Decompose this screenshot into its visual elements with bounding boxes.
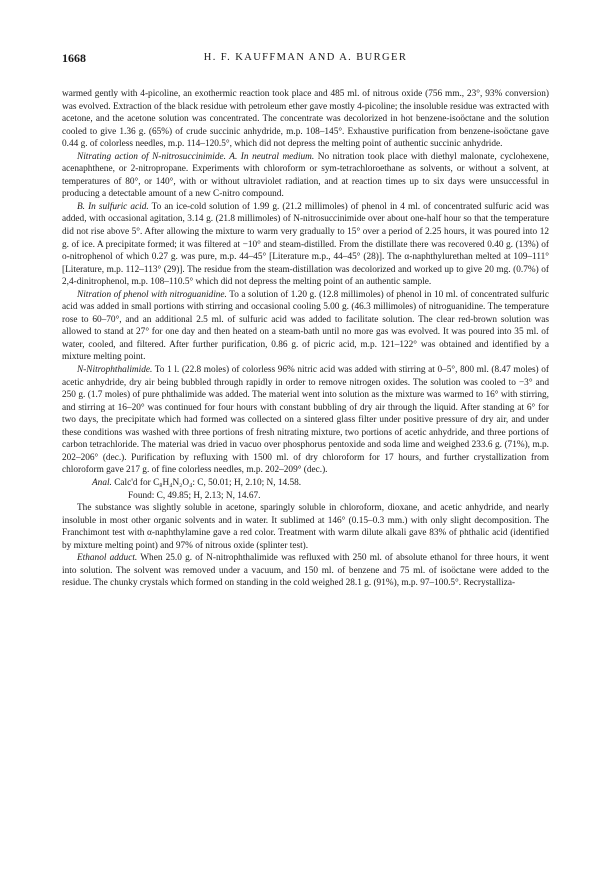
paragraph-text: To an ice-cold solution of 1.99 g. (21.2 millimoles) of phenol in 4 ml. of concentrated sulfuric acid was added, with occasional agitation, 3.14 g. (21.8 millimoles) of N-nitrosuccinimide over about one-half hour so that the temperature did not rise above 5°. After allowing the mixture to warm very gradually to 15° over a period of 2.25 hours, it was poured into 12 g. of ice. A precipitate formed; it was filtered at −10° and steam-distilled. From the distillate there was recovered 0.40 g. (13%) of o-nitrophenol of which 0.27 g. was pure, m.p. 44–45° [Literature m.p., 44–45° (28)]. The α-naphthylurethan melted at 109–111° [Literature, m.p. 112–113° (29)]. The residue from the steam-distillation was decolorized and worked up to give 20 mg. (0.7%) of 2,4-dinitrophenol, m.p. 108–110.5° which did not depress the melting point of an authentic sample. (62, 201, 549, 288)
analysis-found: Found: C, 49.85; H, 2.13; N, 14.67. (128, 490, 261, 501)
analysis-calcd-text: Calc'd for C₈H₄N₂O₄: C, 50.01; H, 2.10; N, 14.58. (114, 477, 302, 488)
paragraph-text: When 25.0 g. of N-nitrophthalimide was refluxed with 250 ml. of absolute ethanol for three hours, it went into solution. The solvent was removed under a vacuum, and 150 ml. of benzene and 75 ml. of isoöctane were added to the residue. The chunky crystals which formed on standing in the cold weighed 28.1 g. (91%), m.p. 97–100.5°. Recrystalliza- (62, 553, 549, 589)
analysis-calculated (92, 477, 549, 490)
paragraph-continuation (62, 88, 549, 151)
section-title: Ethanol adduct. (77, 553, 138, 564)
paragraph-ethanol-adduct (62, 552, 549, 590)
paragraph-nitroguanidine (62, 289, 549, 364)
paragraph-text: warmed gently with 4-picoline, an exothermic reaction took place and 485 ml. of nitrous oxide (756 mm., 23°, 93% conversion) was evolved. Extraction of the black residue with petroleum ether gave mostly 4-picoline; the insoluble residue was extracted with acetone, and the acetone solution was concentrated. The concentrate was decolorized in hot benzene-isoöctane and the solution cooled to give 1.36 g. (65%) of crude succinic anhydride, m.p. 108–145°. Exhaustive purification from benzene-isoöctane gave 0.44 g. of colorless needles, m.p. 114–120.5°, which did not depress the melting point of authentic succinic anhydride. (62, 89, 549, 150)
section-title: N-Nitrophthalimide. (77, 365, 153, 376)
paragraph-sulfuric-acid (62, 201, 549, 289)
analysis-label: Anal. (92, 477, 112, 488)
page-header (62, 51, 549, 67)
page-number: 1668 (62, 51, 86, 65)
section-title: B. In sulfuric acid. (77, 201, 149, 212)
paragraph-text: No nitration took place with diethyl malonate, cyclohexene, acenaphthene, or 2-nitropropane. Experiments with chloroform or sym-tetrachloroethane as solvents, or without a solvent, at temperatures of 80°, or 140°, with or without ultraviolet radiation, and at reaction times up to six days were unsuccessful in producing a detectable amount of a new C-nitro compound. (62, 151, 549, 200)
running-head: H. F. KAUFFMAN AND A. BURGER (203, 52, 408, 63)
paragraph-text: To 1 l. (22.8 moles) of colorless 96% nitric acid was added with stirring at 0–5°, 800 ml. (8.47 moles) of acetic anhydride, dry air being bubbled through rapidly in order to remove nitrogen oxides. The solution was cooled to −3° and 250 g. (1.7 moles) of pure phthalimide was added. The material went into solution as the mixture was warmed to 16° with stirring, and stirring at 16–20° was continued for four hours with constant bubbling of dry air through the liquid. After standing at 6° for two days, the precipitate which had formed was collected on a sintered glass filter under positive pressure of dry air, and under these conditions was washed with three portions of fresh nitrating mixture, two portions of acetic anhydride, and three portions of carbon tetrachloride. The material was dried in vacuo over phosphorus pentoxide and soda lime and weighed 233.6 g. (71%), m.p. 202–206° (dec.). Purification by refluxing with 1500 ml. of dry chloroform for 17 hours, and further crystallization from chloroform gave 217 g. of fine colorless needles, m.p. 202–209° (dec.). (62, 365, 550, 476)
paragraph-text: To a solution of 1.20 g. (12.8 millimoles) of phenol in 10 ml. of concentrated sulfuric acid was added in small portions with stirring and occasional cooling 5.00 g. (46.3 millimoles) of nitroguanidine. The temperature rose to 60–70°, and an additional 2.5 ml. of sulfuric acid was added to facilitate solution. The clear red-brown solution was allowed to stand at 27° for one day and then heated on a steam-bath until no more gas was evolved. It was poured into 35 ml. of water, cooled, and filtered. After further purification, 0.86 g. of picric acid, m.p. 121–122° was obtained and identified by a mixture melting point. (62, 289, 550, 363)
paragraph-solubility: The substance was slightly soluble in acetone, sparingly soluble in chloroform, dioxane, and acetic anhydride, and nearly insoluble in most other organic solvents and in water. It sublimed at 146° (0.15–0.3 mm.) with only slight decomposition. The Franchimont test with α-naphthylamine gave a red color. Treatment with warm dilute alkali gave 83% of phthalic acid (identified by mixture melting point) and 97% of nitrous oxide (splinter test). (62, 503, 549, 551)
section-title: Nitrating action of N-nitrosuccinimide. A. In neutral medium. (77, 151, 315, 162)
paragraph-nitrating-neutral (62, 151, 549, 201)
section-title: Nitration of phenol with nitroguanidine. (77, 289, 227, 300)
paragraph-n-nitrophthalimide (62, 364, 549, 477)
article-body (62, 88, 549, 590)
